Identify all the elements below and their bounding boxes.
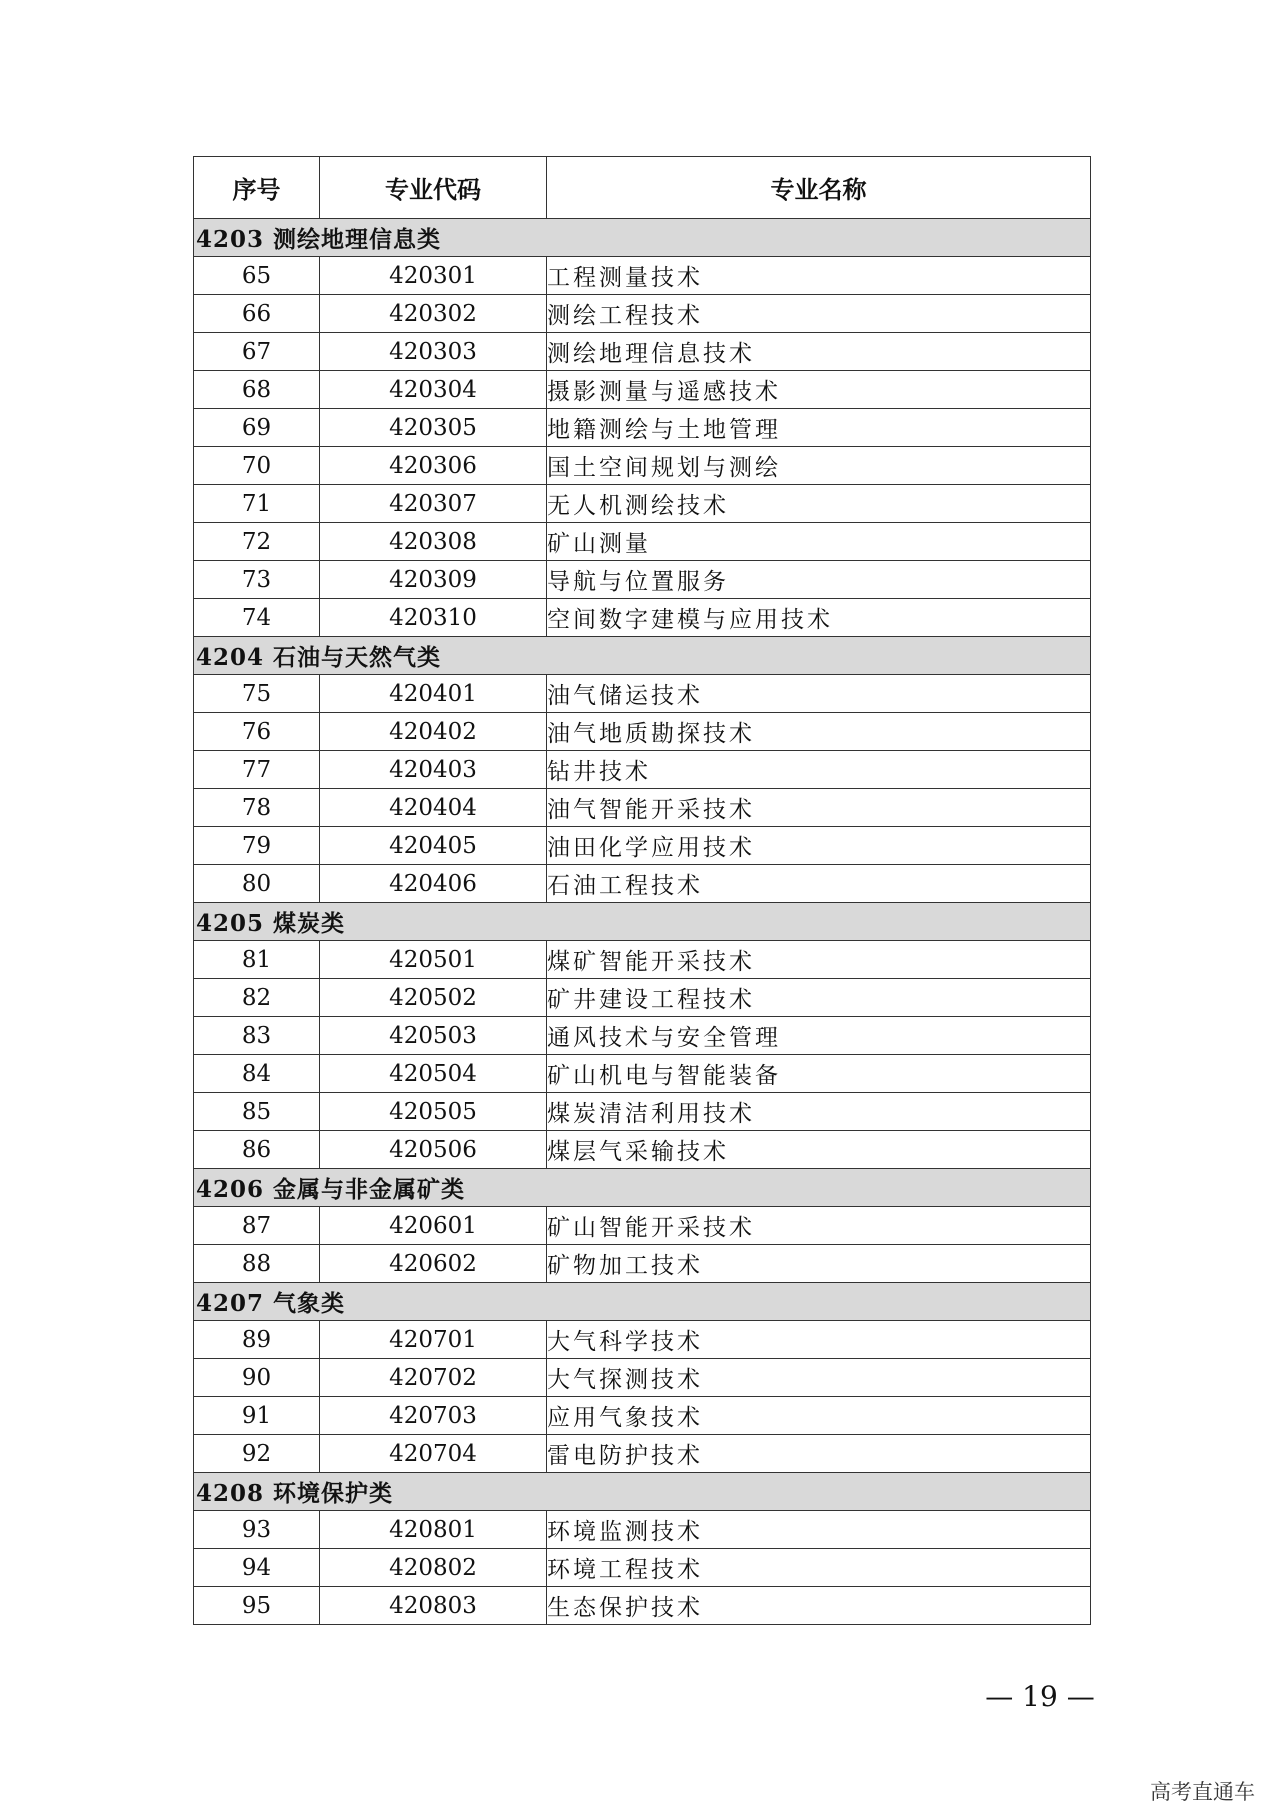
majors-table xyxy=(193,156,1091,1625)
serial-number-cell: 83 xyxy=(194,1017,320,1055)
major-name-cell: 无人机测绘技术 xyxy=(547,485,1091,523)
header-major-code: 专业代码 xyxy=(320,157,547,219)
major-code-cell: 420602 xyxy=(320,1245,547,1283)
category-row xyxy=(194,219,1091,257)
major-code-cell: 420406 xyxy=(320,865,547,903)
major-name-cell: 油气储运技术 xyxy=(547,675,1091,713)
major-code-cell: 420402 xyxy=(320,713,547,751)
major-code-cell: 420403 xyxy=(320,751,547,789)
table-row xyxy=(194,1359,1091,1397)
serial-number-cell: 80 xyxy=(194,865,320,903)
major-code-cell: 420303 xyxy=(320,333,547,371)
serial-number-cell: 79 xyxy=(194,827,320,865)
table-row xyxy=(194,1055,1091,1093)
major-name-cell: 测绘地理信息技术 xyxy=(547,333,1091,371)
watermark-text: 高考直通车 xyxy=(1150,1780,1255,1804)
serial-number-cell: 66 xyxy=(194,295,320,333)
major-code-cell: 420703 xyxy=(320,1397,547,1435)
major-code-cell: 420701 xyxy=(320,1321,547,1359)
major-code-cell: 420309 xyxy=(320,561,547,599)
table-row xyxy=(194,1549,1091,1587)
major-name-cell: 油气智能开采技术 xyxy=(547,789,1091,827)
major-code-cell: 420405 xyxy=(320,827,547,865)
table-row xyxy=(194,865,1091,903)
serial-number-cell: 75 xyxy=(194,675,320,713)
major-name-cell: 煤层气采输技术 xyxy=(547,1131,1091,1169)
major-name-cell: 大气科学技术 xyxy=(547,1321,1091,1359)
major-code-cell: 420310 xyxy=(320,599,547,637)
category-title: 4205 煤炭类 xyxy=(194,903,1091,941)
category-title: 4204 石油与天然气类 xyxy=(194,637,1091,675)
major-code-cell: 420704 xyxy=(320,1435,547,1473)
major-code-cell: 420505 xyxy=(320,1093,547,1131)
table-row xyxy=(194,713,1091,751)
table-row xyxy=(194,979,1091,1017)
table-row xyxy=(194,409,1091,447)
table-row xyxy=(194,827,1091,865)
category-title: 4208 环境保护类 xyxy=(194,1473,1091,1511)
table-row xyxy=(194,1587,1091,1625)
category-title: 4207 气象类 xyxy=(194,1283,1091,1321)
major-code-cell: 420502 xyxy=(320,979,547,1017)
table-row xyxy=(194,1397,1091,1435)
page-number: — 19 — xyxy=(985,1680,1095,1713)
table-row xyxy=(194,1017,1091,1055)
serial-number-cell: 81 xyxy=(194,941,320,979)
serial-number-cell: 76 xyxy=(194,713,320,751)
serial-number-cell: 84 xyxy=(194,1055,320,1093)
serial-number-cell: 77 xyxy=(194,751,320,789)
major-code-cell: 420301 xyxy=(320,257,547,295)
serial-number-cell: 91 xyxy=(194,1397,320,1435)
table-row xyxy=(194,333,1091,371)
major-code-cell: 420307 xyxy=(320,485,547,523)
major-name-cell: 测绘工程技术 xyxy=(547,295,1091,333)
major-name-cell: 工程测量技术 xyxy=(547,257,1091,295)
serial-number-cell: 69 xyxy=(194,409,320,447)
major-name-cell: 煤矿智能开采技术 xyxy=(547,941,1091,979)
table-row xyxy=(194,751,1091,789)
major-name-cell: 煤炭清洁利用技术 xyxy=(547,1093,1091,1131)
table-row xyxy=(194,447,1091,485)
major-name-cell: 导航与位置服务 xyxy=(547,561,1091,599)
major-code-cell: 420601 xyxy=(320,1207,547,1245)
major-name-cell: 国土空间规划与测绘 xyxy=(547,447,1091,485)
table-row xyxy=(194,561,1091,599)
table-row xyxy=(194,941,1091,979)
major-name-cell: 矿山测量 xyxy=(547,523,1091,561)
table-row xyxy=(194,1435,1091,1473)
major-code-cell: 420702 xyxy=(320,1359,547,1397)
category-row xyxy=(194,1283,1091,1321)
serial-number-cell: 93 xyxy=(194,1511,320,1549)
serial-number-cell: 72 xyxy=(194,523,320,561)
major-code-cell: 420506 xyxy=(320,1131,547,1169)
serial-number-cell: 88 xyxy=(194,1245,320,1283)
major-code-cell: 420305 xyxy=(320,409,547,447)
major-code-cell: 420308 xyxy=(320,523,547,561)
serial-number-cell: 89 xyxy=(194,1321,320,1359)
major-name-cell: 生态保护技术 xyxy=(547,1587,1091,1625)
serial-number-cell: 67 xyxy=(194,333,320,371)
table-row xyxy=(194,523,1091,561)
major-code-cell: 420803 xyxy=(320,1587,547,1625)
major-code-cell: 420801 xyxy=(320,1511,547,1549)
major-code-cell: 420302 xyxy=(320,295,547,333)
major-code-cell: 420404 xyxy=(320,789,547,827)
major-name-cell: 矿井建设工程技术 xyxy=(547,979,1091,1017)
major-name-cell: 环境监测技术 xyxy=(547,1511,1091,1549)
header-major-name: 专业名称 xyxy=(547,157,1091,219)
major-name-cell: 油气地质勘探技术 xyxy=(547,713,1091,751)
serial-number-cell: 94 xyxy=(194,1549,320,1587)
serial-number-cell: 85 xyxy=(194,1093,320,1131)
major-name-cell: 矿山智能开采技术 xyxy=(547,1207,1091,1245)
table-row xyxy=(194,675,1091,713)
table-body xyxy=(194,219,1091,1625)
major-code-cell: 420501 xyxy=(320,941,547,979)
table-header-row xyxy=(194,157,1091,219)
major-name-cell: 空间数字建模与应用技术 xyxy=(547,599,1091,637)
table-row xyxy=(194,295,1091,333)
header-serial-number: 序号 xyxy=(194,157,320,219)
table-row xyxy=(194,1245,1091,1283)
major-name-cell: 地籍测绘与土地管理 xyxy=(547,409,1091,447)
major-name-cell: 应用气象技术 xyxy=(547,1397,1091,1435)
major-code-cell: 420401 xyxy=(320,675,547,713)
serial-number-cell: 86 xyxy=(194,1131,320,1169)
serial-number-cell: 95 xyxy=(194,1587,320,1625)
table-row xyxy=(194,1511,1091,1549)
table-row xyxy=(194,1207,1091,1245)
table-row xyxy=(194,789,1091,827)
major-name-cell: 石油工程技术 xyxy=(547,865,1091,903)
major-code-cell: 420503 xyxy=(320,1017,547,1055)
serial-number-cell: 78 xyxy=(194,789,320,827)
table-row xyxy=(194,257,1091,295)
major-code-cell: 420306 xyxy=(320,447,547,485)
serial-number-cell: 70 xyxy=(194,447,320,485)
serial-number-cell: 71 xyxy=(194,485,320,523)
category-row xyxy=(194,903,1091,941)
major-name-cell: 油田化学应用技术 xyxy=(547,827,1091,865)
category-row xyxy=(194,1473,1091,1511)
table-row xyxy=(194,1131,1091,1169)
serial-number-cell: 68 xyxy=(194,371,320,409)
major-name-cell: 大气探测技术 xyxy=(547,1359,1091,1397)
major-name-cell: 钻井技术 xyxy=(547,751,1091,789)
category-row xyxy=(194,1169,1091,1207)
serial-number-cell: 65 xyxy=(194,257,320,295)
table-row xyxy=(194,485,1091,523)
serial-number-cell: 90 xyxy=(194,1359,320,1397)
major-code-cell: 420504 xyxy=(320,1055,547,1093)
major-name-cell: 通风技术与安全管理 xyxy=(547,1017,1091,1055)
category-title: 4203 测绘地理信息类 xyxy=(194,219,1091,257)
table-row xyxy=(194,599,1091,637)
table-row xyxy=(194,1321,1091,1359)
category-title: 4206 金属与非金属矿类 xyxy=(194,1169,1091,1207)
serial-number-cell: 82 xyxy=(194,979,320,1017)
major-name-cell: 环境工程技术 xyxy=(547,1549,1091,1587)
serial-number-cell: 92 xyxy=(194,1435,320,1473)
major-name-cell: 摄影测量与遥感技术 xyxy=(547,371,1091,409)
major-name-cell: 雷电防护技术 xyxy=(547,1435,1091,1473)
major-code-cell: 420304 xyxy=(320,371,547,409)
serial-number-cell: 87 xyxy=(194,1207,320,1245)
serial-number-cell: 74 xyxy=(194,599,320,637)
major-name-cell: 矿物加工技术 xyxy=(547,1245,1091,1283)
major-code-cell: 420802 xyxy=(320,1549,547,1587)
table-row xyxy=(194,371,1091,409)
category-row xyxy=(194,637,1091,675)
serial-number-cell: 73 xyxy=(194,561,320,599)
table-row xyxy=(194,1093,1091,1131)
major-name-cell: 矿山机电与智能装备 xyxy=(547,1055,1091,1093)
